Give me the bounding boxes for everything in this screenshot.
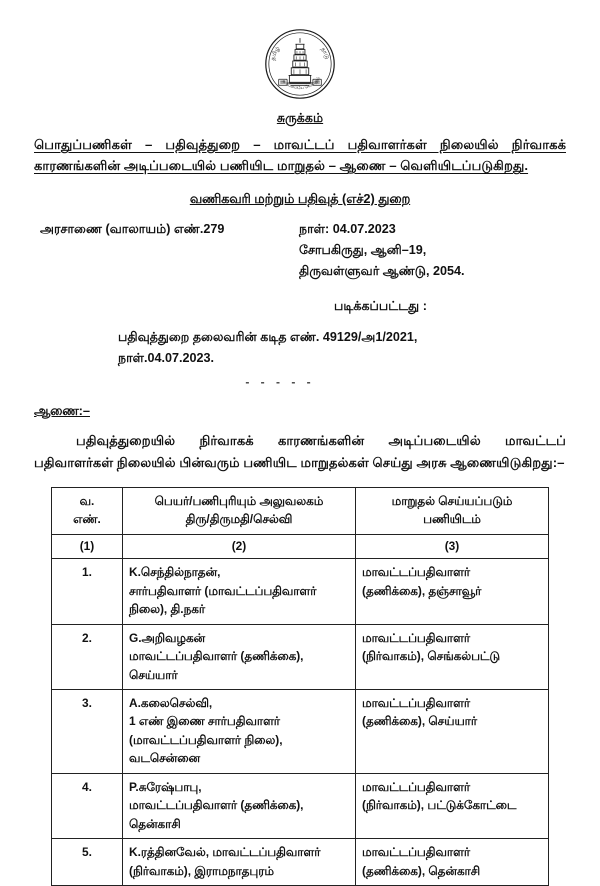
table-row <box>52 839 549 886</box>
row-name-office <box>123 690 356 774</box>
reference-line-1: பதிவுத்துறை தலைவரின் கடித எண். 49129/அ1/2021, <box>118 329 418 344</box>
row-post-line: (தணிக்கை), தஞ்சாவூர் <box>362 583 482 598</box>
separator-dashes: - - - - - <box>245 374 315 389</box>
reference-block <box>34 327 566 369</box>
transfer-table <box>51 487 549 886</box>
row-name-office <box>123 624 356 689</box>
summary-text: பொதுப்பணிகள் – பதிவுத்துறை – மாவட்டப் பதிவாளர்கள் நிலையில் நிர்வாகக் காரணங்களின் அடிப்படையில் பணியிட மாறுதல் – ஆணை – வெளியிடப்படுகிறது. <box>34 137 566 174</box>
row-post-line: (தணிக்கை), தென்காசி <box>362 863 481 878</box>
row-transfer-post <box>356 690 549 774</box>
order-meta-row <box>34 222 566 285</box>
order-number: அரசாணை (வாலாயம்) எண்.279 <box>40 221 225 236</box>
svg-text:வாய்மையே வெல்லும்: வாய்மையே வெல்லும் <box>281 75 321 91</box>
transfer-table-container <box>34 487 566 886</box>
row-name-line: சார்பதிவாளர் (மாவட்டப்பதிவாளர் <box>129 583 317 598</box>
row-name-line: K.ரத்தினவேல், மாவட்டப்பதிவாளர் <box>129 845 321 860</box>
row-name-line: வடசென்னை <box>129 751 200 766</box>
header-name-office <box>123 487 356 534</box>
reference-line-2: நாள்.04.07.2023. <box>118 350 215 365</box>
table-row <box>52 559 549 624</box>
row-name-line: செய்யார் <box>129 667 178 682</box>
date-block <box>285 222 566 285</box>
row-serial: 4. <box>52 773 123 838</box>
row-post-line: மாவட்டப்பதிவாளர் <box>362 565 471 580</box>
department-line: வணிகவரி மற்றும் பதிவுத் (எச்2) துறை <box>189 190 411 206</box>
row-post-line: மாவட்டப்பதிவாளர் <box>362 696 471 711</box>
row-transfer-post <box>356 839 549 886</box>
row-post-line: மாவட்டப்பதிவாளர் <box>362 845 471 860</box>
emblem-container <box>34 0 566 102</box>
row-serial: 5. <box>52 839 123 886</box>
row-transfer-post <box>356 624 549 689</box>
row-name-line: 1 எண் இணை சார்பதிவாளர் <box>129 714 281 729</box>
row-name-line: G.அறிவழகன் <box>129 630 206 645</box>
row-name-line: A.கலைசெல்வி, <box>129 696 213 711</box>
table-head <box>52 487 549 558</box>
thiruvalluvar-year: திருவள்ளுவர் ஆண்டு, 2054. <box>299 263 465 278</box>
row-name-line: K.செந்தில்நாதன், <box>129 565 221 580</box>
svg-text:நாடு: நாடு <box>319 46 330 61</box>
row-transfer-post <box>356 559 549 624</box>
header-serial-line-1: வ. <box>79 493 95 508</box>
read-label: படிக்கப்பட்டது : <box>334 298 427 313</box>
row-name-line: (நிர்வாகம்), இராமநாதபுரம் <box>129 863 274 878</box>
header-transfer-post <box>356 487 549 534</box>
header-serial-line-2: எண். <box>73 512 101 527</box>
row-name-line: (மாவட்டப்பதிவாளர் நிலை), <box>129 732 283 747</box>
tamil-year-line: சோபகிருது, ஆனி–19, <box>299 242 427 257</box>
row-post-line: மாவட்டப்பதிவாளர் <box>362 779 471 794</box>
tamil-nadu-government-emblem-icon <box>262 26 338 102</box>
row-name-line: மாவட்டப்பதிவாளர் (தணிக்கை), <box>129 798 304 813</box>
order-label: ஆணை:– <box>34 402 90 418</box>
table-row <box>52 624 549 689</box>
table-header-row <box>52 487 549 534</box>
row-post-line: (நிர்வாகம்), பட்டுக்கோட்டை <box>362 798 517 813</box>
row-name-line: தென்காசி <box>129 816 181 831</box>
row-name-line: மாவட்டப்பதிவாளர் (தணிக்கை), <box>129 649 304 664</box>
column-number-3: (3) <box>356 534 549 558</box>
table-row <box>52 690 549 774</box>
header-post-line-2: பணியிடம் <box>423 512 481 527</box>
svg-text:தமிழ்: தமிழ் <box>270 45 282 62</box>
row-serial: 3. <box>52 690 123 774</box>
row-post-line: (நிர்வாகம்), செங்கல்பட்டு <box>362 649 501 664</box>
column-number-1: (1) <box>52 534 123 558</box>
summary-label: சுருக்கம் <box>276 111 324 125</box>
row-serial: 1. <box>52 559 123 624</box>
row-serial: 2. <box>52 624 123 689</box>
order-body-text: பதிவுத்துறையில் நிர்வாகக் காரணங்களின் அடிப்படையில் மாவட்டப் பதிவாளர்கள் நிலையில் பின்வரும் பணியிட மாறுதல்கள் செய்து அரசு ஆணையிடுகிறது:– <box>34 432 566 471</box>
row-post-line: மாவட்டப்பதிவாளர் <box>362 630 471 645</box>
table-column-number-row <box>52 534 549 558</box>
header-serial-number <box>52 487 123 534</box>
row-post-line: (தணிக்கை), செய்யார் <box>362 714 478 729</box>
header-name-line-2: திரு/திருமதி/செல்வி <box>185 512 293 527</box>
order-date: நாள்: 04.07.2023 <box>299 221 396 236</box>
header-name-line-1: பெயர்/பணிபுரியும் அலுவலகம் <box>154 493 324 508</box>
row-name-office <box>123 839 356 886</box>
row-name-line: நிலை), தி.நகர் <box>129 602 206 617</box>
table-body <box>52 559 549 886</box>
row-name-line: P.சுரேஷ்பாபு, <box>129 779 202 794</box>
column-number-2: (2) <box>123 534 356 558</box>
row-name-office <box>123 559 356 624</box>
header-post-line-1: மாறுதல் செய்யப்படும் <box>391 493 513 508</box>
